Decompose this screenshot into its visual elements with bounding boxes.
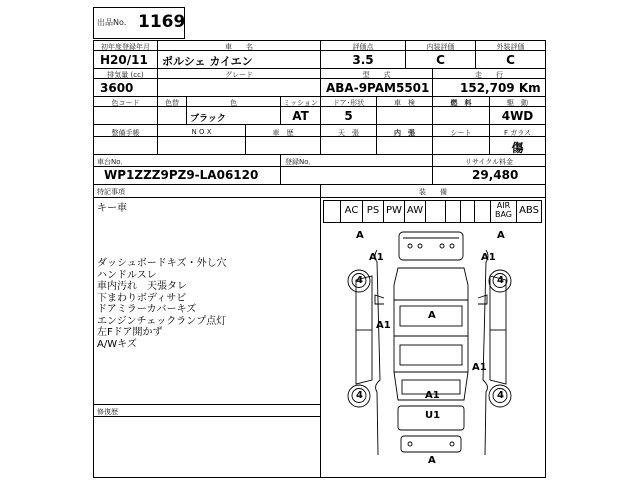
note-line: エンジンチェックランプ点灯 <box>97 315 227 327</box>
label-score: 評価点 <box>352 43 374 51</box>
label-doors: ドア･形状 <box>332 99 365 107</box>
label-exterior: 外装評価 <box>496 43 525 51</box>
label-registration: 登録No． <box>285 158 316 166</box>
label-car-name: 車 名 <box>225 43 253 51</box>
score-value: 3.5 <box>352 53 374 67</box>
label-model: 型 式 <box>362 71 391 79</box>
note-line: 左Fドア開かず <box>97 327 163 338</box>
label-chassis: 車台No． <box>97 158 128 166</box>
damage-mark: A1 <box>376 320 391 331</box>
chassis-value: WP1ZZZ9PZ9-LA06120 <box>104 168 259 182</box>
note-line: 車内汚れ 天張タレ <box>97 281 187 292</box>
label-recycle: リサイクル料金 <box>464 158 514 166</box>
lot-number: 1169 <box>138 12 186 32</box>
damage-mark: A <box>428 455 436 466</box>
label-manual: 整備手帳 <box>111 129 140 137</box>
recycle-value: 29,480 <box>472 168 519 182</box>
tire-value-rl: 4 <box>356 390 363 401</box>
damage-mark: A <box>356 230 364 241</box>
equipment-ac: AC <box>344 205 359 216</box>
equipment-airbag: AIR BAG <box>494 201 513 219</box>
label-mileage: 走 行 <box>475 71 503 79</box>
label-nox: N O X <box>191 128 212 136</box>
car-diagram <box>348 232 511 455</box>
label-fglass: F ガラス <box>503 129 532 137</box>
mileage-value: 152,709 Km <box>460 81 541 95</box>
damage-mark: A1 <box>472 362 487 373</box>
equipment-pw: PW <box>386 205 402 216</box>
note-line: ダッシュボードキズ・外し穴 <box>97 258 227 269</box>
note-line: ドアミラーカバーキズ <box>97 304 197 315</box>
damage-mark: A <box>497 230 505 241</box>
label-notes: 特記事項 <box>97 188 125 196</box>
note-line: 下まわりボディサビ <box>97 292 187 304</box>
label-inspection: 車 検 <box>394 99 415 107</box>
fglass-value: 傷 <box>511 141 524 155</box>
exterior-value: C <box>506 53 515 67</box>
doors-value: 5 <box>344 109 353 123</box>
displacement-value: 3600 <box>100 81 134 95</box>
label-history: 車 歴 <box>272 129 294 137</box>
label-inner-trim: 内 張 <box>394 129 415 137</box>
label-sunroof: 天 張 <box>338 129 359 137</box>
equipment-ps: PS <box>366 205 380 216</box>
note-key: キー車 <box>97 203 127 214</box>
label-drive: 駆 動 <box>507 99 528 107</box>
damage-mark: U1 <box>425 410 441 421</box>
label-displacement: 排気量 (cc) <box>107 71 144 79</box>
label-first-reg: 初年度登録年月 <box>101 43 150 51</box>
label-interior: 内装評価 <box>426 43 455 51</box>
mission-value: AT <box>292 109 309 123</box>
label-fuel: 燃 料 <box>450 99 472 107</box>
tire-value-rr: 4 <box>497 390 504 401</box>
color-value: ブラック <box>190 114 226 124</box>
first-reg-value: H20/11 <box>100 53 148 67</box>
label-seat: シート <box>450 129 472 137</box>
interior-value: C <box>436 53 445 67</box>
car-name-value: ポルシェ カイエン <box>162 55 253 68</box>
model-value: ABA-9PAM5501 <box>326 81 430 95</box>
note-line: A/Wキズ <box>97 338 137 350</box>
lot-label: 出品No． <box>97 18 132 27</box>
tire-value-fl: 4 <box>356 275 363 286</box>
label-color-code: 色コード <box>111 99 140 107</box>
damage-mark: A <box>428 310 436 321</box>
equipment-aw: AW <box>406 205 424 216</box>
tire-value-fr: 4 <box>497 275 504 286</box>
damage-mark: A1 <box>425 390 440 401</box>
damage-mark: A1 <box>369 252 384 263</box>
label-mission: ミッション <box>283 99 318 107</box>
drive-value: 4WD <box>501 109 534 123</box>
equipment-abs: ABS <box>519 205 539 216</box>
label-equipment: 装 備 <box>419 188 447 196</box>
label-grade: グレード <box>225 71 253 79</box>
label-color-change: 色替 <box>165 99 179 107</box>
damage-mark: A1 <box>481 252 496 263</box>
note-line: ハンドルスレ <box>97 269 157 281</box>
label-color: 色 <box>230 99 237 107</box>
label-repair: 修復歴 <box>97 408 118 416</box>
